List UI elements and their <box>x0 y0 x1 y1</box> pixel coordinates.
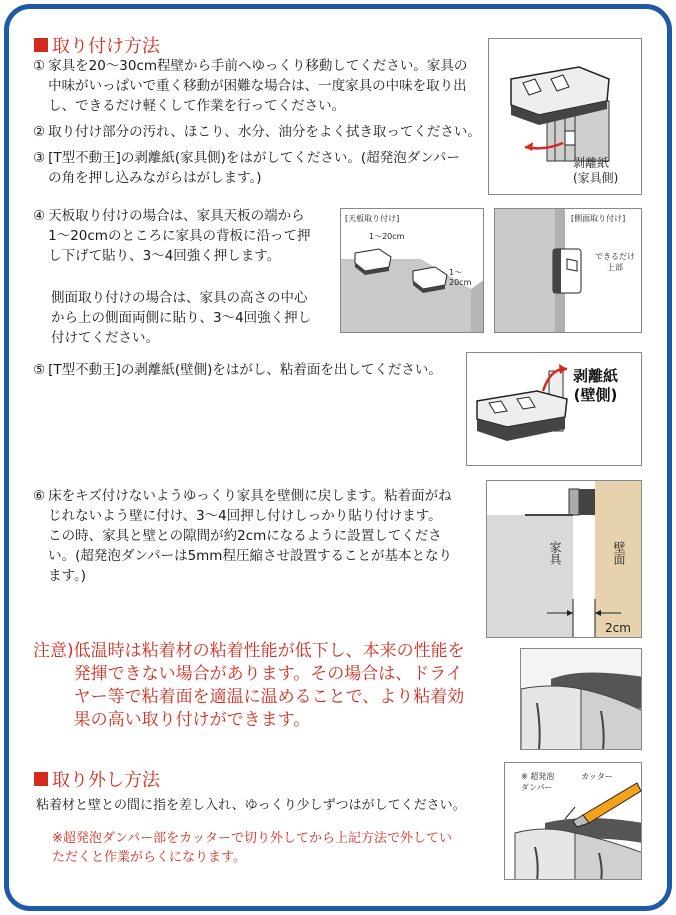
step-number: ⑤ <box>33 362 46 378</box>
cutter-label: カッター <box>581 772 613 781</box>
top-mount-title: [天板取り付け] <box>345 214 400 223</box>
bracket-illustration <box>489 39 642 195</box>
step-text: 家具を20〜30cm程壁から手前へゆっくり移動してください。家具の中味がいっぱいで重く移動が困難な場合は、一度家具の中味を取り出し、できるだけ軽くして作業を行ってください。 <box>48 58 468 114</box>
release-paper-furniture-label: 剥離紙 (家具側) <box>573 156 619 185</box>
top-mount-dimension-2: 1〜20cm <box>449 268 472 287</box>
figure-top-mount <box>340 208 484 333</box>
furniture-label: 家具 <box>548 541 562 565</box>
step-text: 取り付け部分の汚れ、ほこり、水分、油分をよく拭き取ってください。 <box>48 124 481 140</box>
warming-illustration <box>521 649 642 750</box>
step-5 <box>33 360 453 380</box>
install-heading-text: 取り付け方法 <box>52 36 160 57</box>
step-number: ③ <box>33 150 46 166</box>
step-number: ④ <box>33 208 46 224</box>
top-mount-dimension-1: 1〜20cm <box>369 232 405 241</box>
figure-side-mount <box>494 208 642 333</box>
step-number: ② <box>33 124 46 140</box>
step-4 <box>33 206 313 266</box>
figure-peel-wall-side <box>466 352 642 466</box>
side-mount-title: [側面取り付け] <box>571 214 626 223</box>
figure-gap-section <box>486 480 642 638</box>
remove-heading-text: 取り外し方法 <box>52 770 160 791</box>
step-text: 天板取り付けの場合は、家具天板の端から1〜20cmのところに家具の背板に沿って押し下げて貼り、3〜4回強く押します。 <box>48 208 311 264</box>
remove-heading <box>34 766 160 792</box>
step-3 <box>33 148 473 188</box>
caution-text: 低温時は粘着材の粘着性能が低下し、本来の性能を発揮できない場合があります。その場合は、ドライヤー等で粘着面を適温に温めることで、より粘着効果の高い取り付けができます。 <box>73 641 465 730</box>
step-text: [T型不動王]の剥離紙(家具側)をはがしてください。(超発泡ダンパーの角を押し込みながらはがします。) <box>48 150 460 186</box>
release-paper-wall-label: 剥離紙 (壁側) <box>573 367 619 404</box>
figure-peel-furniture-side <box>488 38 642 195</box>
step-2 <box>33 122 483 142</box>
figure-cutting-damper <box>504 762 642 880</box>
figure-warming <box>520 648 642 750</box>
install-heading <box>34 32 160 58</box>
damper-label: ※ 超発泡 ダンパー <box>521 772 555 792</box>
remove-tip: ※超発泡ダンパー部をカッターで切り外してから上記方法で外していただくと作業がらくになります。 <box>52 831 452 865</box>
gap-label: 2cm <box>605 621 631 635</box>
side-mount-note: できるだけ 上部 <box>595 252 635 272</box>
wall-label: 壁面 <box>612 541 626 565</box>
caution-prefix: 注意) <box>33 641 74 661</box>
heading-square-icon <box>34 38 48 52</box>
caution-note <box>33 640 478 732</box>
step-number: ① <box>33 58 46 74</box>
step-1 <box>33 56 473 116</box>
step-4-side-text: 側面取り付けの場合は、家具の高さの中心から上の側面両側に貼り、3〜4回強く押し付けてください。 <box>51 290 312 346</box>
step-text: 床をキズ付けないようゆっくり家具を壁側に戻します。粘着面がねじれないよう壁に付け、3〜4回押し付けしっかり貼り付けます。この時、家具と壁との隙間が約2cmになるように設置してください。(超発泡ダンパーは5mm程圧縮させ設置することが基本となります。) <box>48 488 452 584</box>
heading-square-icon <box>34 772 48 786</box>
step-number: ⑥ <box>33 488 46 504</box>
step-text: [T型不動王]の剥離紙(壁側)をはがし、粘着面を出してください。 <box>48 362 442 378</box>
remove-text: 粘着材と壁との間に指を差し入れ、ゆっくり少しずつはがしてください。 <box>36 798 466 813</box>
step-6 <box>33 486 453 586</box>
